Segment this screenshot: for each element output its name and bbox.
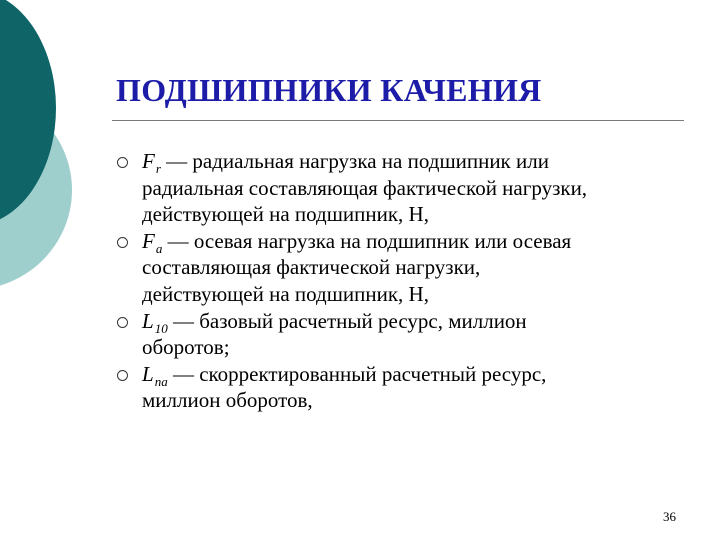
- bullet-list: [112, 148, 692, 414]
- bullet-item-fr: [112, 148, 692, 228]
- bullet-circle-icon: [117, 157, 128, 168]
- bullet-line: [142, 361, 692, 388]
- bullet-line: [142, 308, 692, 335]
- symbol-subscript: r: [155, 161, 161, 176]
- bullet-line: оборотов;: [142, 335, 230, 360]
- bullet-line: [142, 228, 692, 255]
- symbol: L: [142, 361, 154, 386]
- bullet-circle-icon: [117, 237, 128, 248]
- bullet-line: составляющая фактической нагрузки,: [142, 255, 481, 280]
- bullet-text: — осевая нагрузка на подшипник или осевая: [167, 228, 572, 253]
- bullet-item-lna: [112, 361, 692, 414]
- bullet-line: [142, 148, 692, 175]
- bullet-item-l10: [112, 308, 692, 361]
- title-divider: [112, 120, 684, 121]
- bullet-text: — радиальная нагрузка на подшипник или: [166, 149, 549, 173]
- bullet-line: действующей на подшипник, Н,: [142, 281, 429, 306]
- bullet-item-fa: [112, 228, 692, 308]
- bullet-line: радиальная составляющая фактической нагрузки,: [142, 175, 588, 200]
- bullet-line: миллион оборотов,: [142, 388, 313, 413]
- decorative-circles: [0, 0, 120, 320]
- bullet-circle-icon: [117, 370, 128, 381]
- bullet-text: — базовый расчетный ресурс, миллион: [172, 308, 527, 333]
- page-number: 36: [663, 509, 676, 524]
- symbol-subscript: 10: [154, 320, 168, 336]
- symbol-subscript: na: [154, 373, 168, 389]
- slide-title: ПОДШИПНИКИ КАЧЕНИЯ: [116, 72, 542, 108]
- bullet-circle-icon: [117, 317, 128, 328]
- symbol-subscript: a: [155, 240, 163, 256]
- symbol: F: [142, 228, 155, 253]
- bullet-line: действующей на подшипник, Н,: [142, 202, 429, 227]
- symbol: L: [142, 308, 154, 333]
- symbol: F: [142, 149, 155, 173]
- bullet-text: — скорректированный расчетный ресурс,: [172, 361, 547, 386]
